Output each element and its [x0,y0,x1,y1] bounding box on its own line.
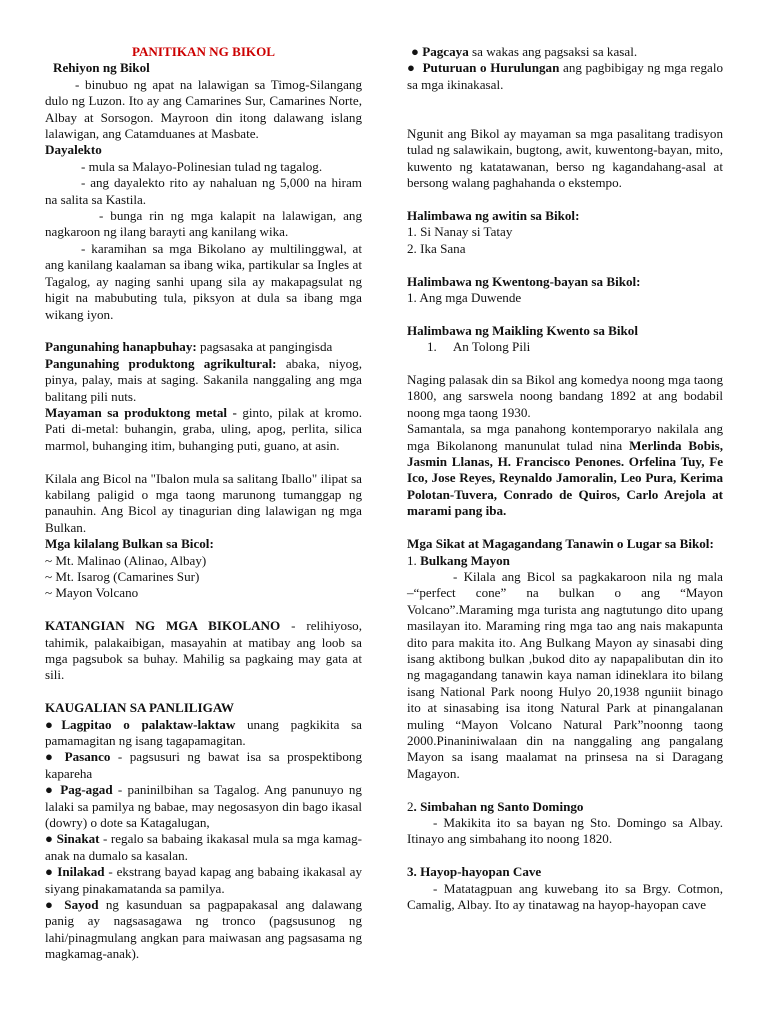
kaugalian-item [407,44,723,60]
kaugalian-text: unang pagkikita sa pamamagitan ng isang tagapamagitan. [45,716,362,748]
kaugalian-item [45,831,362,864]
bullet-icon: ● [45,782,55,798]
mayon-text: - Kilala ang Bicol sa pagkakaroon nila ng mala –“perfect cone” na bulkan o ang “Mayon Volcano”.Maraming mga turista ang nagtutungo dito upang masilayan ito. Maraming ring mga tao ang nais makapunta dito para makita ito. Ang Bulkang Mayon ay sinasabi ding isang aktibong bulkan ,bukod dito ay napapalibutan din ito ng magagandang tanawin kaya naman idineklara ito bilang isang National Park noong Hulyo 20,1938 nguniit binago ito at sinasabing isa itong Natural Park at pinangalanan muling “Mayon Volcano Natural Park”noonng taong 2000.Pinaniniwalaan din na nanggaling ang pangalang Mayon sa isang maalamat na prinsesa na si Daragang Magayon. [407,568,723,781]
dayalekto-item: - bunga rin ng mga kalapit na lalawigan, ang nagkaroon ng ilang barayti ang kanilang wika. [45,208,362,240]
tradisyon-text: Ngunit ang Bikol ay mayaman sa mga pasalitang tradisyon tulad ng salawikain, bugtong, awit, kuwentong-bayan, mito, kuwento ng katatawanan, berso ng kagandahang-asal at bersong walang paghahanda o ekstempo. [407,126,723,191]
kaugalian-heading: KAUGALIAN SA PANLILIGAW [45,700,234,716]
hanapbuhay-text: pagsasaka at pangingisda [196,339,333,355]
kaugalian-item [407,60,723,93]
bullet-icon: ● [411,44,419,59]
list-number: 1. [407,552,421,568]
kaugalian-label: Puturuan o Hurulungan [422,60,560,76]
katangian-text: - relihiyoso, tahimik, palakaibigan, masayahin at matibay ang loob sa mga pagsubok sa buhay. Mahilig sa pagkaing may gata at sili. [45,618,362,683]
bulkan-item: ~ Mayon Volcano [45,585,139,601]
kaugalian-text: - pagsusuri ng bawat isa sa prospektibong kapareha [45,749,362,781]
kaugalian-item [45,897,362,963]
agrikultural-line [45,356,362,405]
bullet-icon: ● [45,749,58,765]
rehiyon-heading: Rehiyon ng Bikol [53,60,150,76]
bullet-icon: ● [45,864,54,880]
simbahan-line [407,799,723,815]
kaugalian-label: Pagcaya [422,44,469,59]
bulkan-item: ~ Mt. Malinao (Alinao, Albay) [45,552,207,568]
bullet-icon: ● [45,831,54,847]
maikling-kwento-heading: Halimbawa ng Maikling Kwento sa Bikol [407,322,638,338]
kontemporaryo-line [407,421,723,519]
rehiyon-text: - binubuo ng apat na lalawigan sa Timog-Silangang dulo ng Luzon. Ito ay ang Camarines Sur, Camarines Norte, Albay at Sorsogon. Mayroon din itong dalawang islang lalawigan, ang Catamduanes at Masbate. [45,76,362,142]
hanapbuhay-line [45,339,362,355]
bullet-icon: ● [45,716,62,732]
kaugalian-item [45,864,362,897]
agrikultural-text: abaka, niyog, pinya, palay, mais at saging. Sakanila nanggaling ang mga balitang pili nuts. [45,355,362,404]
kaugalian-label: Pag-agad [60,782,113,798]
kaugalian-text: sa wakas ang pagsaksi sa kasal. [468,44,638,59]
kaugalian-label: Sinakat [56,831,100,847]
kaugalian-text: - regalo sa babaing ikakasal mula sa mga kamag-anak na dumalo sa kasalan. [45,831,362,863]
kaugalian-label: Pasanco [64,749,111,765]
kaugalian-text: ng kasunduan sa pagpapakasal ang dalawang panig ay nagsasagawa ng tronco (pagsusunog ng lahi/pinagmulang angkan para maiwasan ang pagsasama ng magkamag-anak). [45,897,362,962]
list-number: 2 [407,798,414,814]
simbahan-text: - Makikita ito sa bayan ng Sto. Domingo sa Albay. Itinayo ang simbahang ito noong 1820. [407,814,723,847]
awitin-heading: Halimbawa ng awitin sa Bikol: [407,208,580,224]
bulkan-item: ~ Mt. Isarog (Camarines Sur) [45,568,200,584]
kaugalian-item [45,782,362,831]
kaugalian-item [45,717,362,750]
left-column [45,44,362,963]
dayalekto-item: - ang dayalekto rito ay nahaluan ng 5,000 na hiram na salita sa Kastila. [45,175,362,207]
simbahan-heading: . Simbahan ng Santo Domingo [413,798,584,814]
mayon-line [407,553,723,569]
metal-line [45,405,362,454]
list-number: 1. [427,339,437,355]
manunulat-list: Merlinda Bobis, Jasmin Llanas, H. Francisco Penones. Orfelina Tuy, Fe Ico, Jose Reyes, Reynaldo Jamoralin, Leo Pura, Kerima Polotan-Tuvera, Conrado de Quiros, Carlo Arejola at marami pang iba. [407,437,723,519]
komedya-text: Naging palasak din sa Bikol ang komedya noong mga taong 1800, ang sarswela noong bandang 1892 at ang bodabil noong mga taong 1930. [407,372,723,420]
awitin-item: 1. Si Nanay si Tatay [407,224,513,240]
kaugalian-text: - ekstrang bayad kapag ang babaing ikakasal ay siyang pinakamatanda sa pamilya. [45,864,362,896]
bullet-icon: ● [407,60,416,76]
bulkan-heading: Mga kilalang Bulkan sa Bicol: [45,536,214,552]
kaugalian-text: ang pagbibigay ng mga regalo sa mga ikinakasal. [407,60,724,92]
tanawin-heading: Mga Sikat at Magagandang Tanawin o Lugar sa Bikol: [407,536,714,552]
cave-heading: 3. Hayop-hayopan Cave [407,864,542,880]
katangian-label: KATANGIAN NG MGA BIKOLANO [45,618,281,634]
cave-text: - Matatagpuan ang kuwebang ito sa Brgy. Cotmon, Camalig, Albay. Ito ay tinatawag na hayop-hayopan cave [407,880,723,912]
page-title: PANITIKAN NG BIKOL [131,44,276,59]
mayon-heading: Bulkang Mayon [420,552,510,568]
right-column [407,44,723,913]
kaugalian-item [45,749,362,782]
dayalekto-item: - mula sa Malayo-Polinesian tulad ng tagalog. [81,158,323,174]
kaugalian-label: Lagpitao o palaktaw-laktaw [61,716,236,732]
metal-text: ginto, pilak at kromo. Pati di-metal: buhangin, graba, uling, apog, perlita, silica marmol, buhanging itim, buhanging puti, guano, at asin. [45,404,362,453]
kontemporaryo-text: Samantala, sa mga panahong kontemporaryo nakilala ang mga Bikolanong manunulat tulad nina [407,421,723,453]
dayalekto-item: - karamihan sa mga Bikolano ay multilinggwal, at ang kanilang kaalaman sa ibang wika, partikular sa Ingles at Tagalog, ay naging sanhi upang sila ay makapagsulat ng higit na mabubuting tula, piksyon at dula sa ibang mga wikang iyon. [45,240,362,322]
kaugalian-text: - paninilbihan sa Tagalog. Ang panunuyo ng lalaki sa pamilya ng babae, may negosasyon din bago ikasal (dowry) o dote sa Katagalugan, [45,782,362,831]
hanapbuhay-label: Pangunahing hanapbuhay: [45,339,197,355]
kwentong-bayan-heading: Halimbawa ng Kwentong-bayan sa Bikol: [407,273,641,289]
ibalon-text: Kilala ang Bicol na "Ibalon mula sa salitang Iballo" ilipat sa kabilang paligid o mga taong marunong tumanggap ng panauhin. Ang Bicol ay tinagurian ding lalawigan ng mga Bulkan. [45,470,362,535]
dayalekto-heading: Dayalekto [45,142,102,158]
kaugalian-label: Inilakad [57,864,105,880]
maikling-kwento-title: An Tolong Pili [452,339,531,355]
katangian-line [45,618,362,684]
kaugalian-label: Sayod [64,897,99,913]
kwentong-bayan-item: 1. Ang mga Duwende [407,290,522,306]
agrikultural-label: Pangunahing produktong agrikultural: [45,355,277,371]
metal-label: Mayaman sa produktong metal - [45,404,237,420]
bullet-icon: ● [45,897,57,913]
maikling-kwento-item [407,339,723,355]
awitin-item: 2. Ika Sana [407,240,466,256]
